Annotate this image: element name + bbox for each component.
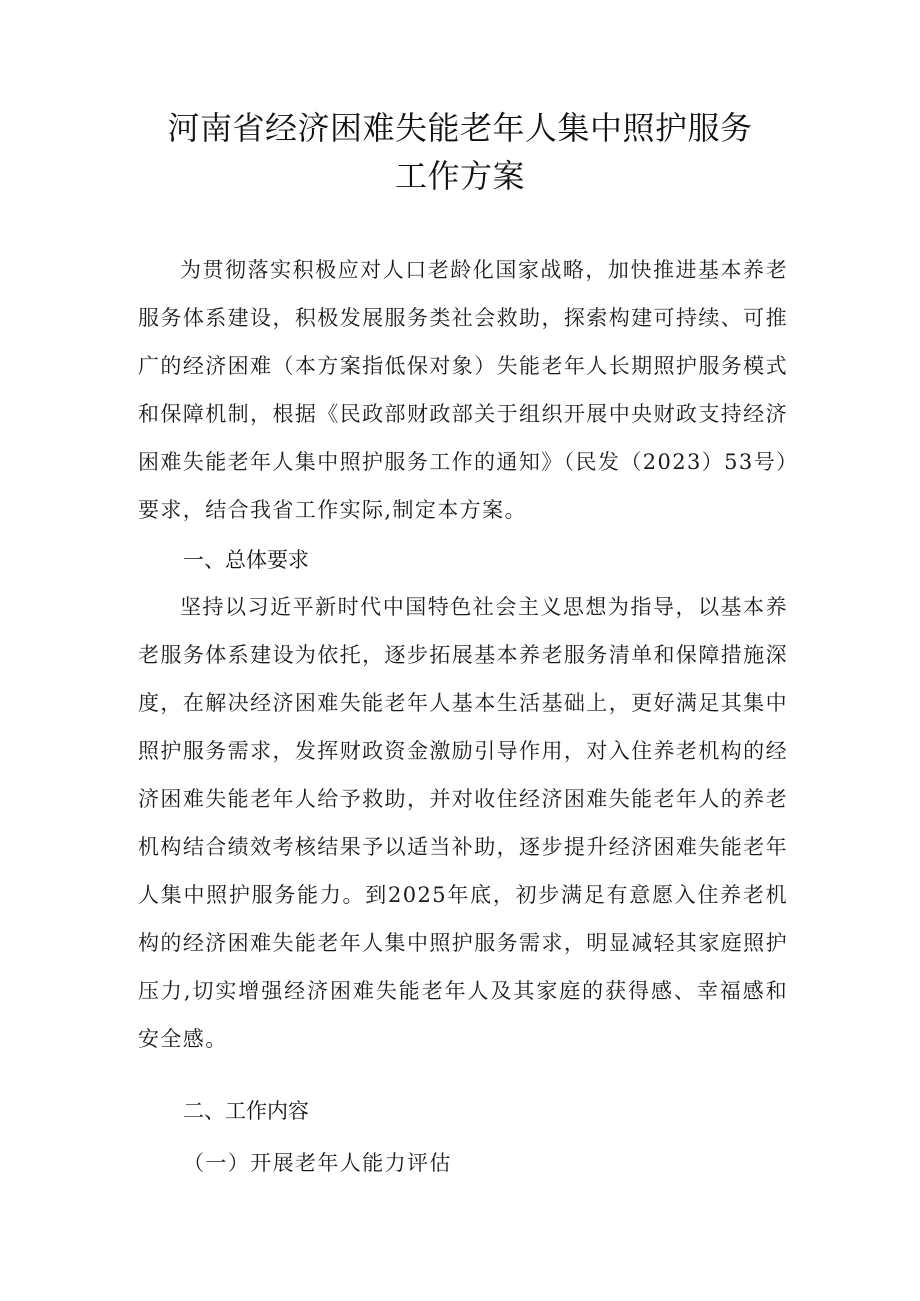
document-title-line-2: 工作方案 — [394, 157, 525, 195]
intro-paragraph: 为贯彻落实积极应对人口老龄化国家战略，加快推进基本养老服务体系建设，积极发展服务类社会救助，探索构建可持续、可推广的经济困难（本方案指低保对象）失能老年人长期照护服务模式和保障机制，根据《民政部财政部关于组织开展中央财政支持经济困难失能老年人集中照护服务工作的通知》（民发（2023）53号）要求，结合我省工作实际,制定本方案。 — [138, 258, 788, 522]
section-1-heading: 一、总体要求 — [183, 548, 309, 572]
document-title-line-1: 河南省经济困难失能老年人集中照护服务 — [167, 109, 753, 147]
section-2-heading: 二、工作内容 — [183, 1099, 309, 1123]
section-1-paragraph: 坚持以习近平新时代中国特色社会主义思想为指导，以基本养老服务体系建设为依托，逐步拓展基本养老服务清单和保障措施深度，在解决经济困难失能老年人基本生活基础上，更好满足其集中照护服务需求，发挥财政资金激励引导作用，对入住养老机构的经济困难失能老年人给予救助，并对收住经济困难失能老年人的养老机构结合绩效考核结果予以适当补助，逐步提升经济困难失能老年人集中照护服务能力。到2025年底，初步满足有意愿入住养老机构的经济困难失能老年人集中照护服务需求，明显减轻其家庭照护压力,切实增强经济困难失能老年人及其家庭的获得感、幸福感和安全感。 — [138, 595, 788, 1051]
section-2-subheading: （一）开展老年人能力评估 — [183, 1151, 452, 1175]
